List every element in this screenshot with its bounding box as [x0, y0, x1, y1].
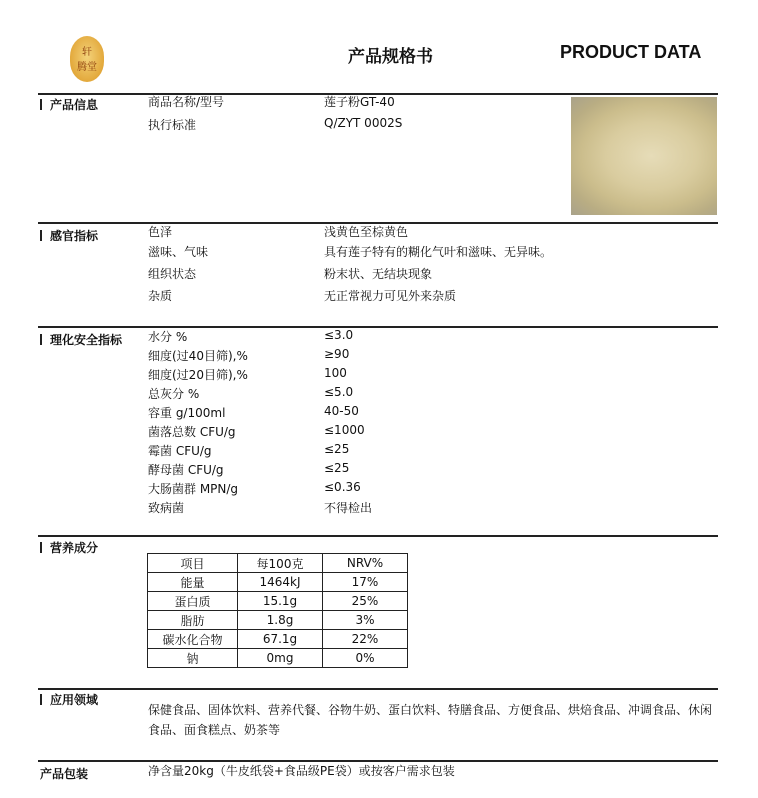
physchem-value: ≤25 [324, 461, 350, 475]
physchem-label: 霉菌 CFU/g [148, 444, 212, 458]
physchem-value: ≤5.0 [324, 385, 354, 399]
sensory-label: 组织状态 [148, 267, 197, 281]
physchem-value: 40-50 [324, 404, 359, 418]
physchem-label: 水分 % [148, 330, 188, 344]
table-cell: 25% [323, 592, 408, 611]
table-row [148, 649, 408, 668]
table-header: 每100克 [238, 554, 323, 573]
section-divider [38, 688, 718, 690]
physchem-value: 100 [324, 366, 347, 380]
physchem-value: ≤25 [324, 442, 350, 456]
table-cell: 蛋白质 [148, 592, 238, 611]
sensory-value: 具有莲子特有的糊化气叶和滋味、无异味。 [324, 245, 553, 259]
table-header-row [148, 554, 408, 573]
logo-text-top: 轩 [82, 47, 92, 58]
physchem-label: 细度(过20目筛),% [148, 368, 248, 382]
page-title-en: PRODUCT DATA [560, 42, 702, 62]
section-divider [38, 326, 718, 328]
brand-logo [70, 36, 104, 82]
physchem-label: 容重 g/100ml [148, 406, 226, 420]
section-title-product-info: 产品信息 [40, 96, 98, 113]
table-cell: 钠 [148, 649, 238, 668]
logo-text-bottom: 腾堂 [77, 62, 97, 73]
physchem-label: 细度(过40目筛),% [148, 349, 248, 363]
table-row [148, 611, 408, 630]
section-title-packaging: 产品包装 [40, 767, 89, 781]
table-row [148, 592, 408, 611]
product-photo [571, 97, 717, 215]
table-cell: 15.1g [238, 592, 323, 611]
table-cell: 1464kJ [238, 573, 323, 592]
info-value: Q/ZYT 0002S [324, 116, 403, 130]
section-title-application: 应用领域 [40, 691, 98, 708]
info-label: 执行标准 [148, 118, 197, 132]
table-cell: 能量 [148, 573, 238, 592]
section-title-sensory: 感官指标 [40, 227, 98, 244]
application-text: 保健食品、固体饮料、营养代餐、谷物牛奶、蛋白饮料、特膳食品、方便食品、烘焙食品、冲调食品、休闲食品、面食糕点、奶茶等 [148, 703, 713, 737]
physchem-label: 菌落总数 CFU/g [148, 425, 236, 439]
table-header: 项目 [148, 554, 238, 573]
section-divider [38, 535, 718, 537]
table-cell: 67.1g [238, 630, 323, 649]
sensory-label: 色泽 [148, 225, 173, 239]
sensory-value: 浅黄色至棕黄色 [324, 225, 409, 239]
table-cell: 3% [323, 611, 408, 630]
sensory-value: 粉末状、无结块现象 [324, 267, 433, 281]
physchem-label: 致病菌 [148, 501, 185, 515]
packaging-text: 净含量20kg（牛皮纸袋+食品级PE袋）或按客户需求包装 [148, 764, 455, 778]
nutrition-table [147, 553, 408, 668]
physchem-value: ≥90 [324, 347, 350, 361]
table-header: NRV% [323, 554, 408, 573]
physchem-value: 不得检出 [324, 501, 373, 515]
table-cell: 脂肪 [148, 611, 238, 630]
table-cell: 22% [323, 630, 408, 649]
info-label: 商品名称/型号 [148, 95, 225, 109]
table-cell: 17% [323, 573, 408, 592]
section-title-physchem: 理化安全指标 [40, 331, 122, 348]
sensory-label: 杂质 [148, 289, 173, 303]
table-cell: 1.8g [238, 611, 323, 630]
info-value: 莲子粉GT-40 [324, 95, 395, 109]
physchem-value: ≤0.36 [324, 480, 361, 494]
physchem-label: 大肠菌群 MPN/g [148, 482, 239, 496]
table-row [148, 573, 408, 592]
table-row [148, 630, 408, 649]
physchem-value: ≤1000 [324, 423, 365, 437]
sensory-label: 滋味、气味 [148, 245, 209, 259]
table-cell: 0mg [238, 649, 323, 668]
page-title-cn: 产品规格书 [348, 47, 433, 67]
sensory-value: 无正常视力可见外来杂质 [324, 289, 457, 303]
table-cell: 0% [323, 649, 408, 668]
section-title-nutrition: 营养成分 [40, 539, 98, 556]
physchem-value: ≤3.0 [324, 328, 354, 342]
physchem-label: 总灰分 % [148, 387, 200, 401]
table-cell: 碳水化合物 [148, 630, 238, 649]
physchem-label: 酵母菌 CFU/g [148, 463, 224, 477]
